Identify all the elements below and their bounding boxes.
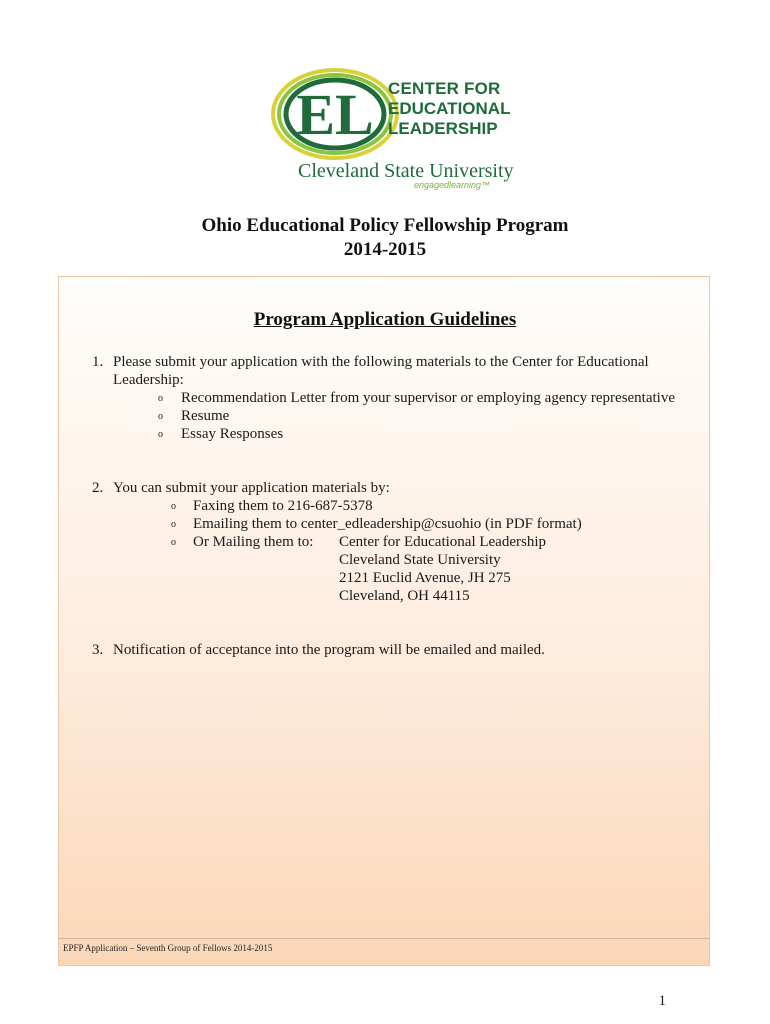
university-name: Cleveland State University: [298, 160, 514, 182]
item-2-text: You can submit your application materials by:: [113, 480, 390, 496]
bullet-icon: o: [171, 537, 176, 548]
material-item: Recommendation Letter from your supervisor or employing agency representative: [181, 390, 676, 406]
item-2-number: 2.: [92, 480, 104, 496]
footer-divider: [58, 938, 710, 939]
material-item: Essay Responses: [181, 426, 284, 442]
item-1-number: 1.: [92, 354, 104, 370]
bullet-icon: o: [158, 393, 163, 404]
document-year: 2014-2015: [343, 239, 427, 260]
university-tagline: engagedlearning™: [414, 180, 491, 190]
item-1-text: Please submit your application with the following materials to the Center for Educational: [113, 354, 649, 370]
bullet-icon: o: [171, 501, 176, 512]
page-number: 1: [658, 993, 666, 1009]
guidelines-heading: Program Application Guidelines: [253, 309, 517, 330]
item-1-text-cont: Leadership:: [113, 372, 184, 388]
bullet-icon: o: [158, 411, 163, 422]
submission-method: Emailing them to center_edleadership@csuohio (in PDF format): [193, 516, 582, 532]
bullet-icon: o: [171, 519, 176, 530]
item-3-number: 3.: [92, 642, 104, 658]
bullet-icon: o: [158, 429, 163, 440]
svg-text:EL: EL: [296, 82, 374, 147]
mailing-address-line: Cleveland State University: [339, 552, 501, 568]
mailing-address-line: Center for Educational Leadership: [339, 534, 546, 550]
material-item: Resume: [181, 408, 230, 424]
footer-text: EPFP Application – Seventh Group of Fellows 2014-2015: [63, 943, 273, 953]
document-title: Ohio Educational Policy Fellowship Program: [201, 215, 569, 236]
logo-text-educational: EDUCATIONAL: [388, 99, 511, 118]
mailing-address-line: 2121 Euclid Avenue, JH 275: [339, 570, 511, 586]
item-3-text: Notification of acceptance into the program will be emailed and mailed.: [113, 642, 545, 658]
submission-method: Or Mailing them to:: [193, 534, 314, 550]
submission-method: Faxing them to 216-687-5378: [193, 498, 373, 514]
logo-text-leadership: LEADERSHIP: [388, 119, 498, 138]
logo-text-center-for: CENTER FOR: [388, 79, 501, 98]
mailing-address-line: Cleveland, OH 44115: [339, 588, 470, 604]
